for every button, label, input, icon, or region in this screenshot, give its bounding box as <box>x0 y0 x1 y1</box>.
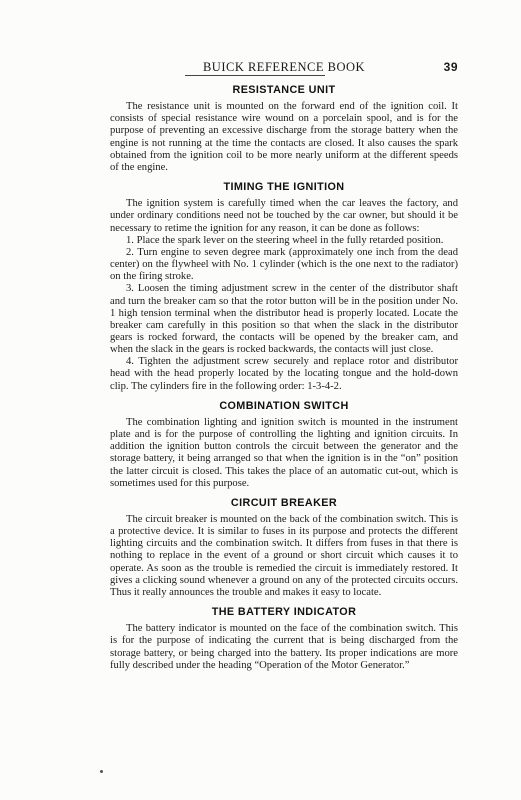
paragraph: The resistance unit is mounted on the forward end of the ignition coil. It consists of special resistance wire wound on a porcelain spool, and is for the purpose of preventing an excessive discharge from the storage battery when the engine is not running at the time the contacts are closed. It also causes the spark obtained from the ignition coil to be more nearly uniform at the different speeds of the engine. <box>110 101 458 173</box>
page-number: 39 <box>443 60 458 74</box>
section-resistance-unit <box>110 84 458 174</box>
paragraph: The circuit breaker is mounted on the back of the combination switch. This is a protective device. It is similar to fuses in its purpose and protects the different lighting circuits and the combination switch. It differs from fuses in that there is nothing to replace in the event of a ground or short circuit which causes it to operate. As soon as the trouble is remedied the circuit is immediately restored. It gives a clicking sound whenever a ground on any of the protected circuits occurs. Thus it really announces the trouble and makes it easy to locate. <box>110 514 458 598</box>
paragraph-step-2: 2. Turn engine to seven degree mark (approximately one inch from the dead center) on the flywheel with No. 1 cylinder (which is the one next to the radiator) on the firing stroke. <box>110 246 458 283</box>
paragraph-step-1: 1. Place the spark lever on the steering wheel in the fully retarded position. <box>126 234 444 246</box>
paragraph: The combination lighting and ignition switch is mounted in the instrument plate and is for the purpose of controlling the lighting and ignition circuits. In addition the ignition button controls the circuit between the generator and the storage battery, it being arranged so that when the ignition is in the “on” position the latter circuit is closed. This takes the place of an automatic cut-out, which is sometimes used for this purpose. <box>110 416 458 489</box>
section-circuit-breaker <box>110 497 458 599</box>
section-heading: RESISTANCE UNIT <box>232 84 336 96</box>
section-combination-switch <box>110 400 458 490</box>
paragraph-step-3: 3. Loosen the timing adjustment screw in the center of the distributor shaft and turn the breaker cam so that the rotor button will be in the position under No. 1 high tension terminal when the distributor head is properly located. Locate the breaker cam carefully in this position so that when the slack in the distributor gears is rocked forward, the contacts will be opened by the breaker cam, and when the slack in the gears is rocked backwards, the contacts will just close. <box>110 283 458 356</box>
page-body <box>110 84 458 672</box>
section-heading: TIMING THE IGNITION <box>223 181 345 194</box>
paragraph: The ignition system is carefully timed when the car leaves the factory, and under ordinary conditions need not be touched by the car owner, but should it be necessary to retime the ignition for any reason, it can be done as follows: <box>110 198 458 234</box>
section-timing-the-ignition <box>110 181 458 393</box>
section-heading: CIRCUIT BREAKER <box>230 496 338 509</box>
section-heading: THE BATTERY INDICATOR <box>211 606 357 619</box>
header-underline <box>185 75 325 76</box>
ink-speck <box>100 770 103 773</box>
paragraph-step-4: 4. Tighten the adjustment screw securely and replace rotor and distributor head with the head properly located by the locating tongue and the hold-down clip. The cylinders fire in the following order: 1-3-4-2. <box>110 356 458 392</box>
running-header <box>110 60 458 76</box>
section-heading: COMBINATION SWITCH <box>219 399 349 412</box>
running-title: BUICK REFERENCE BOOK <box>202 60 366 74</box>
paragraph: The battery indicator is mounted on the face of the combination switch. This is for the purpose of indicating the current that is being discharged from the storage battery, or being charged into the battery. Its proper indications are more fully described under the heading “Operation of the Motor Generator.” <box>110 623 458 671</box>
section-battery-indicator <box>110 606 458 672</box>
